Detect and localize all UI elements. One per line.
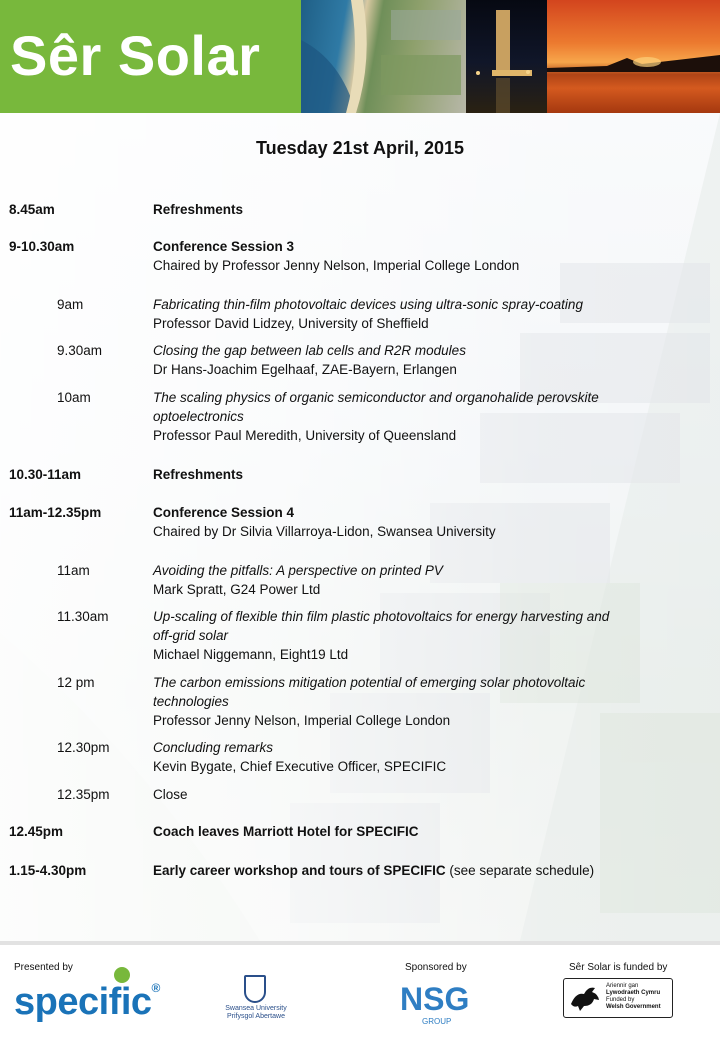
row-time: 12.35pm bbox=[57, 787, 110, 802]
row-content bbox=[153, 561, 663, 599]
header-banner bbox=[0, 0, 720, 113]
talk-title-line2: technologies bbox=[153, 694, 229, 709]
talk-title-line2: off-grid solar bbox=[153, 628, 229, 643]
welsh-line-3: Funded by bbox=[606, 997, 635, 1003]
talk-title-line1: The scaling physics of organic semiconductor and organohalide perovskite bbox=[153, 390, 599, 405]
talk-speaker: Michael Niggemann, Eight19 Ltd bbox=[153, 647, 349, 662]
row-content bbox=[153, 607, 663, 664]
welsh-line-2: Lywodraeth Cymru bbox=[606, 990, 661, 996]
row-title: Refreshments bbox=[153, 202, 244, 217]
row-time: 8.45am bbox=[9, 202, 55, 217]
welsh-line-1: Ariennir gan bbox=[606, 983, 639, 989]
sunset-bay-photo bbox=[547, 0, 720, 113]
night-tower-art bbox=[466, 0, 547, 113]
brand-panel bbox=[0, 0, 301, 113]
row-time: 9-10.30am bbox=[9, 239, 75, 254]
row-time: 12.30pm bbox=[57, 740, 110, 755]
funded-by-label: Sêr Solar is funded by bbox=[569, 962, 668, 973]
talk-title: Fabricating thin-film photovoltaic devices using ultra-sonic spray-coating bbox=[153, 297, 583, 312]
row-note: (see separate schedule) bbox=[445, 863, 595, 878]
swansea-name-en: Swansea University bbox=[225, 1005, 287, 1012]
welsh-line-4: Welsh Government bbox=[606, 1004, 661, 1010]
talk-title-line1: Up-scaling of flexible thin film plastic photovoltaics for energy harvesting and bbox=[153, 609, 610, 624]
row-content bbox=[153, 738, 663, 776]
row-title: Early career workshop and tours of SPECIFIC bbox=[153, 863, 446, 878]
beach-aerial-photo bbox=[301, 0, 466, 113]
talk-speaker: Dr Hans-Joachim Egelhaaf, ZAE-Bayern, Erlangen bbox=[153, 362, 457, 377]
row-time: 11.30am bbox=[57, 609, 109, 624]
nsg-logo: NSG bbox=[400, 981, 470, 1017]
night-tower-photo bbox=[466, 0, 547, 113]
row-detail: Chaired by Professor Jenny Nelson, Imperial College London bbox=[153, 258, 520, 273]
event-title: Sêr Solar bbox=[10, 24, 261, 87]
row-time: 10.30-11am bbox=[9, 467, 82, 482]
row-content bbox=[153, 861, 663, 880]
talk-title: Avoiding the pitfalls: A perspective on printed PV bbox=[153, 563, 443, 578]
row-content bbox=[153, 388, 663, 445]
row-content bbox=[153, 341, 663, 379]
talk-speaker: Professor David Lidzey, University of Sheffield bbox=[153, 316, 429, 331]
specific-logo-text: specific bbox=[14, 981, 152, 1023]
swansea-university-logo bbox=[219, 1005, 293, 1021]
row-time: 9.30am bbox=[57, 343, 103, 358]
specific-logo bbox=[14, 981, 160, 1024]
welsh-dragon-icon bbox=[568, 982, 602, 1014]
welsh-government-text bbox=[606, 983, 661, 1011]
talk-title-line1: The carbon emissions mitigation potential of emerging solar photovoltaic bbox=[153, 675, 586, 690]
sunset-bay-art bbox=[547, 0, 720, 113]
row-detail: Chaired by Dr Silvia Villarroya-Lidon, Swansea University bbox=[153, 524, 496, 539]
specific-reg-mark: ® bbox=[151, 981, 160, 995]
swansea-crest-icon bbox=[244, 975, 266, 1003]
talk-speaker: Mark Spratt, G24 Power Ltd bbox=[153, 582, 321, 597]
row-time: 1.15-4.30pm bbox=[9, 863, 87, 878]
beach-aerial-art bbox=[301, 0, 466, 113]
row-title: Refreshments bbox=[153, 467, 244, 482]
row-time: 9am bbox=[57, 297, 84, 312]
talk-title-line2: optoelectronics bbox=[153, 409, 244, 424]
row-title: Coach leaves Marriott Hotel for SPECIFIC bbox=[153, 824, 419, 839]
talk-speaker: Professor Jenny Nelson, Imperial College London bbox=[153, 713, 451, 728]
row-title: Close bbox=[153, 787, 188, 802]
swansea-name-cy: Prifysgol Abertawe bbox=[227, 1013, 285, 1020]
row-content bbox=[153, 503, 663, 541]
row-time: 11am bbox=[57, 563, 90, 578]
row-content bbox=[153, 673, 663, 730]
row-title: Conference Session 4 bbox=[153, 505, 295, 520]
programme-date: Tuesday 21st April, 2015 bbox=[255, 138, 465, 158]
talk-title: Closing the gap between lab cells and R2R modules bbox=[153, 343, 466, 358]
row-time: 10am bbox=[57, 390, 91, 405]
row-time: 12.45pm bbox=[9, 824, 64, 839]
row-title: Conference Session 3 bbox=[153, 239, 295, 254]
talk-title: Concluding remarks bbox=[153, 740, 274, 755]
row-time: 12 pm bbox=[57, 675, 95, 690]
row-content bbox=[153, 295, 663, 333]
sponsored-by-label: Sponsored by bbox=[405, 962, 467, 973]
row-content bbox=[153, 237, 663, 275]
talk-speaker: Professor Paul Meredith, University of Queensland bbox=[153, 428, 457, 443]
nsg-group-text: GROUP bbox=[422, 1017, 452, 1026]
sponsor-footer bbox=[0, 945, 720, 1040]
row-time: 11am-12.35pm bbox=[9, 505, 102, 520]
talk-speaker: Kevin Bygate, Chief Executive Officer, SPECIFIC bbox=[153, 759, 447, 774]
presented-by-label: Presented by bbox=[14, 962, 73, 973]
